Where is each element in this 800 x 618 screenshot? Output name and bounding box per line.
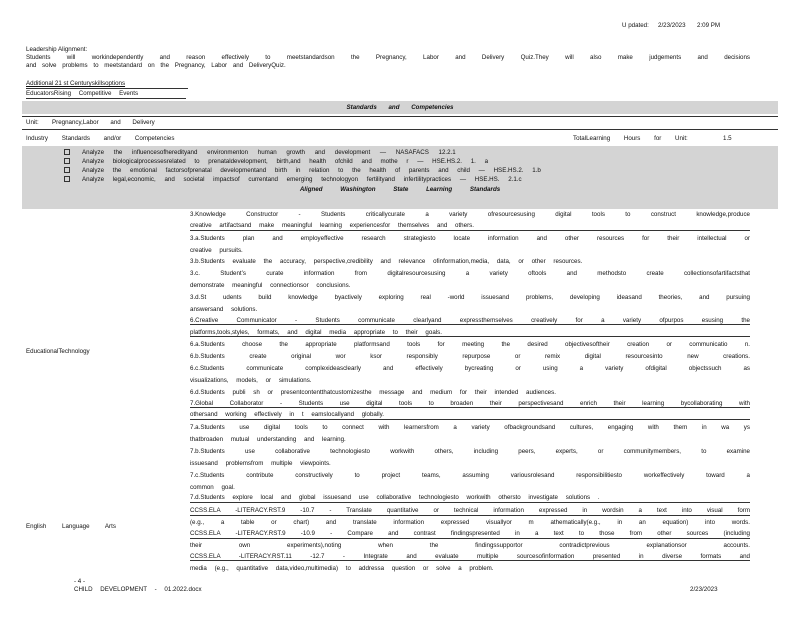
standard-line: 7.Global Collaborator - Students use digital tools to broaden their perspectivesand enrich their learning bycollaborating with: [190, 399, 750, 407]
footer-date: 2/23/2023: [690, 586, 718, 593]
edtech-label: EducationalTechnology: [26, 348, 90, 355]
ela-label: English Language Arts: [26, 523, 116, 530]
divider: [22, 129, 778, 130]
industry-label: Industry Standards and/or Competencies: [26, 135, 175, 142]
standards-banner: [22, 101, 778, 114]
divider: [26, 88, 188, 89]
checkbox-bullet-icon: [64, 176, 70, 182]
unit-label: Unit:: [26, 119, 39, 126]
leadership-title: Leadership Alignment:: [26, 46, 88, 53]
list-item: Analyze the emotional factorsofprenatal developmentand birth in relation to the health of parents and child — HSE.HS.2. 1.b: [64, 167, 800, 174]
additional-skills: Additional 21 st Centuryskillsoptions: [26, 80, 126, 87]
total-hours-label: TotalLearning Hours for Unit:: [573, 135, 688, 142]
divider: [22, 116, 778, 117]
list-item: Analyze legal,economic, and societal impactsof currentand emerging technologyon fertilityand infertilitypractices — HSE.HS. 2.1.c: [64, 176, 800, 183]
competitive-events: EducatorsRising Competitive Events: [26, 90, 139, 97]
aligned-standards-banner: Aligned Washington State Learning Standards: [299, 186, 501, 193]
standard-line: 7.a.Students use digital tools to connect with learnersfrom a variety ofbackgroundsand cultures, engaging with them in wa ys: [190, 424, 750, 432]
list-item: Analyze biologicalprocessesrelated to prenataldevelopment, birth,and health ofchild and mothe r — HSE.HS.2. 1. a: [64, 158, 800, 165]
checkbox-bullet-icon: [64, 158, 70, 164]
standard-line: 6.Creative Communicator - Students communicate clearlyand expressthemselves creatively for a variety ofpurpos esusing the: [190, 316, 750, 324]
standard-line: CCSS.ELA -LITERACY.RST.11 -12.7 - Integrate and evaluate multiple sourcesofinformation presented in diverse formats and: [190, 552, 750, 560]
updated-date: 2/23/2023: [658, 22, 686, 29]
standard-line: 7.d.Students explore local and global issuesand use collaborative technologiesto workwith othersto investigate solutions .: [190, 495, 750, 503]
updated-label: U pdated:: [622, 22, 649, 29]
standard-line: 7.b.Students use collaborative technologiesto workwith others, including peers, experts, or communitymembers, to examine: [190, 448, 750, 455]
footer-document-name: CHILD DEVELOPMENT - 01.2022.docx: [74, 586, 202, 593]
page-number: - 4 -: [74, 578, 86, 585]
leadership-line-1: Students will workindependently and reason effectively to meetstandardson the Pregnancy, Labor and Delivery Quiz.They will also make judgements and decisions: [26, 54, 750, 61]
standard-line: platforms,tools,styles, formats, and digital media appropriate to their goals.: [190, 330, 750, 338]
standard-line: CCSS.ELA -LITERACY.RST.9 -10.7 - Translate quantitative or technical information expressed in wordsin a text into visual form: [190, 507, 750, 514]
standards-banner-label: Standards and Competencies: [346, 104, 454, 111]
standard-line: their own experiments),noting when the findingssupportor contradictprevious explanationsor accounts.: [190, 542, 750, 550]
standard-line: 6.d.Students publi sh or presentcontentthatcustomizesthe message and medium for their intended audiences.: [190, 388, 556, 396]
standard-line: 3.a.Students plan and employeffective research strategiesto locate information and other resources for their intellectual or: [190, 234, 750, 242]
divider: [26, 98, 186, 99]
total-hours-value: 1.5: [723, 135, 732, 142]
standard-line: 3.c. Student’s curate information from digitalresourcesusing a variety oftools and methodsto create collectionsofartifactsthat: [190, 270, 750, 278]
list-item: Analyze the influencesofheredityand environmenton human growth and development — NASAFACS 12.2.1: [64, 149, 800, 156]
standard-line: answersand solutions.: [190, 305, 258, 313]
standard-line: 3.d.St udents build knowledge byactively exploring real -world issuesand problems, developing ideasand theories, and pursuing: [190, 293, 750, 301]
standard-line: CCSS.ELA -LITERACY.RST.9 -10.9 - Compare and contrast findingspresented in a text to those from other sources (including: [190, 529, 750, 537]
standard-line: creative artifactsand make meaningful learning experiencesfor themselves and others.: [190, 223, 750, 231]
checkbox-bullet-icon: [64, 167, 70, 173]
leadership-line-2: and solve problems to meetstandard on the Pregnancy, Labor and DeliveryQuiz.: [26, 62, 286, 69]
unit-value: Pregnancy,Labor and Delivery: [52, 119, 155, 126]
standard-line: 3.Knowledge Constructor - Students criticallycurate a variety ofresourcesusing digital tools to construct knowledge,produce: [190, 211, 750, 218]
standard-line: 3.b.Students evaluate the accuracy, perspective,credibility and relevance ofinformation,media, data, or other resources.: [190, 258, 583, 266]
standard-line: thatbroaden mutual understanding and learning.: [190, 436, 346, 444]
standard-line: 6.b.Students create original wor ksor responsibly repurpose or remix digital resourcesinto new creations.: [190, 353, 750, 361]
standard-line: 6.a.Students choose the appropriate platformsand tools for meeting the desired objectivesoftheir creation or communicatio n.: [190, 341, 750, 349]
updated-time: 2:09 PM: [697, 22, 721, 29]
industry-standards-list: [22, 146, 778, 209]
checkbox-bullet-icon: [64, 149, 70, 155]
standard-line: 7.c.Students contribute constructively to project teams, assuming variousrolesand responsibilitiesto workeffectively toward a: [190, 471, 750, 479]
standard-line: media (e.g., quantitative data,video,multimedia) to addressa question or solve a problem.: [190, 565, 494, 572]
standard-line: visualizations, models, or simulations.: [190, 376, 312, 384]
standard-line: 6.c.Students communicate complexideasclearly and effectively bycreating or using a variety ofdigital objectssuch as: [190, 365, 750, 373]
standard-line: issuesand problemsfrom multiple viewpoints.: [190, 459, 331, 467]
standard-line: creative pursuits.: [190, 246, 243, 254]
standard-line: demonstrate meaningful connectionsor conclusions.: [190, 282, 351, 290]
standard-line: othersand working effectively in t eamslocallyand globally.: [190, 412, 750, 420]
standard-line: (e.g., a table or chart) and translate information expressed visuallyor m athematically(e.g., in an equation) into words.: [190, 519, 750, 527]
standard-line: common goal.: [190, 483, 235, 491]
